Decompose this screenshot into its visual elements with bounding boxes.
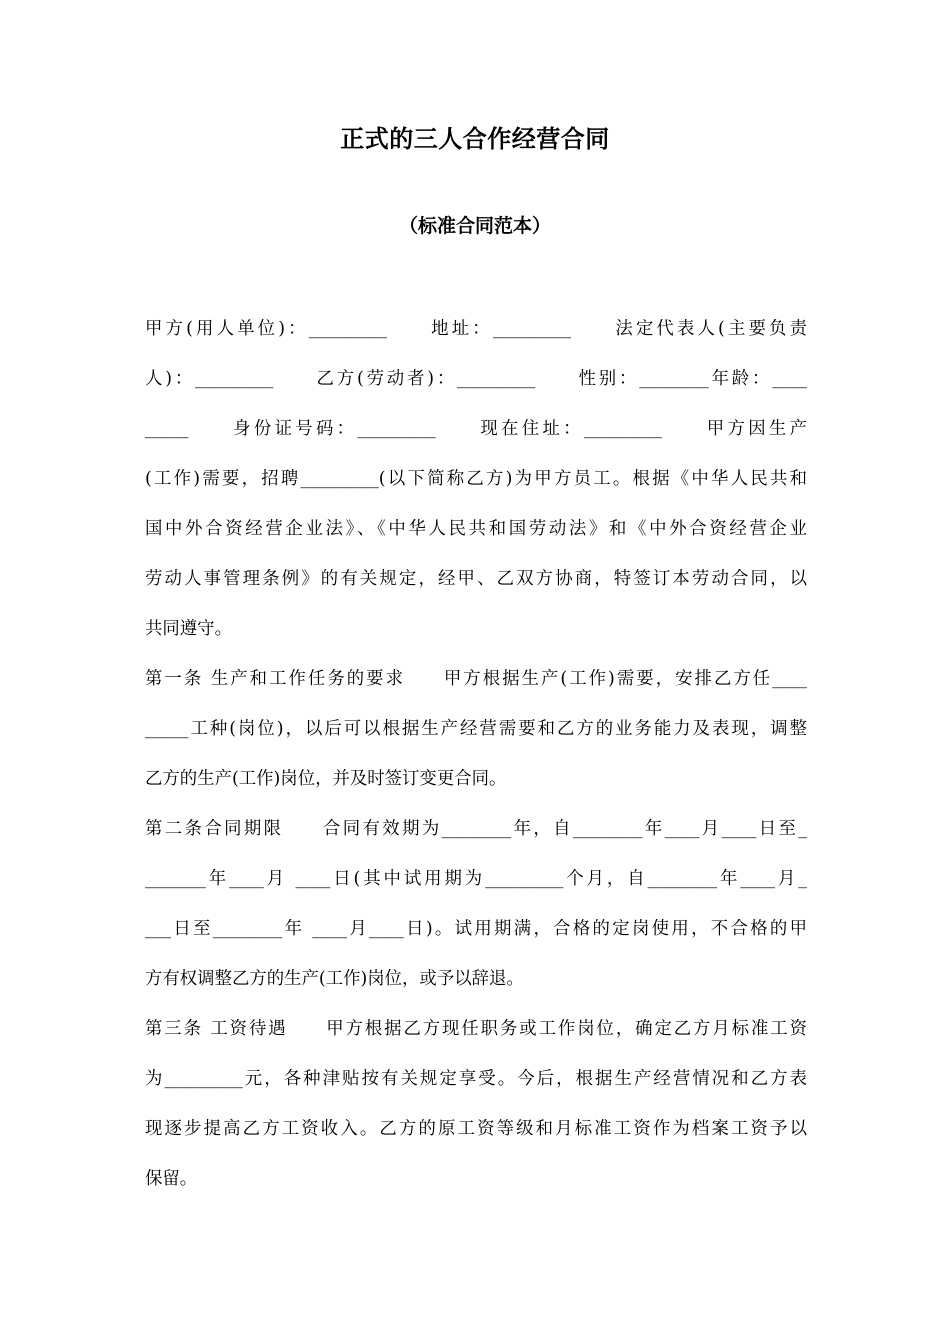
body-line: 甲方(用人单位)：_________ 地址：_________ 法定代表人(主要负责: [145, 319, 807, 339]
contract-body: [145, 304, 807, 1204]
body-line: 国中外合资经营企业法》、《中华人民共和国劳动法》和《中外合资经营企业: [145, 519, 807, 539]
body-line: 人)：_________ 乙方(劳动者)：_________ 性别：________年龄：____: [145, 369, 807, 389]
body-line: ___日至________年 ____月____日)。试用期满，合格的定岗使用，不合格的甲: [145, 919, 807, 939]
body-line: 乙方的生产(工作)岗位，并及时签订变更合同。: [145, 769, 507, 789]
body-line: 为_________元，各种津贴按有关规定享受。今后，根据生产经营情况和乙方表: [145, 1069, 807, 1089]
body-line: _____ 身份证号码：_________ 现在住址：_________ 甲方因生产: [145, 419, 807, 439]
body-line: 现逐步提高乙方工资收入。乙方的原工资等级和月标准工资作为档案工资予以: [145, 1119, 807, 1139]
article-2-heading-line: 第二条合同期限 合同有效期为________年，自________年____月____日至_: [145, 819, 807, 839]
body-line: 保留。: [145, 1169, 198, 1189]
article-1-heading-line: 第一条 生产和工作任务的要求 甲方根据生产(工作)需要，安排乙方任____: [145, 669, 807, 689]
body-line: _______年____月 ____日(其中试用期为_________个月，自________年____月_: [145, 869, 807, 889]
document-subtitle: （标准合同范本）: [398, 215, 551, 237]
body-line: (工作)需要，招聘_________(以下简称乙方)为甲方员工。根据《中华人民共和: [145, 469, 807, 489]
body-line: 共同遵守。: [145, 619, 232, 639]
body-line: _____工种(岗位)，以后可以根据生产经营需要和乙方的业务能力及表现，调整: [145, 719, 807, 739]
document-title: 正式的三人合作经营合同: [340, 125, 610, 153]
article-3-heading-line: 第三条 工资待遇 甲方根据乙方现任职务或工作岗位，确定乙方月标准工资: [145, 1019, 807, 1039]
body-line: 方有权调整乙方的生产(工作)岗位，或予以辞退。: [145, 969, 524, 989]
body-line: 劳动人事管理条例》的有关规定，经甲、乙双方协商，特签订本劳动合同，以: [145, 569, 807, 589]
